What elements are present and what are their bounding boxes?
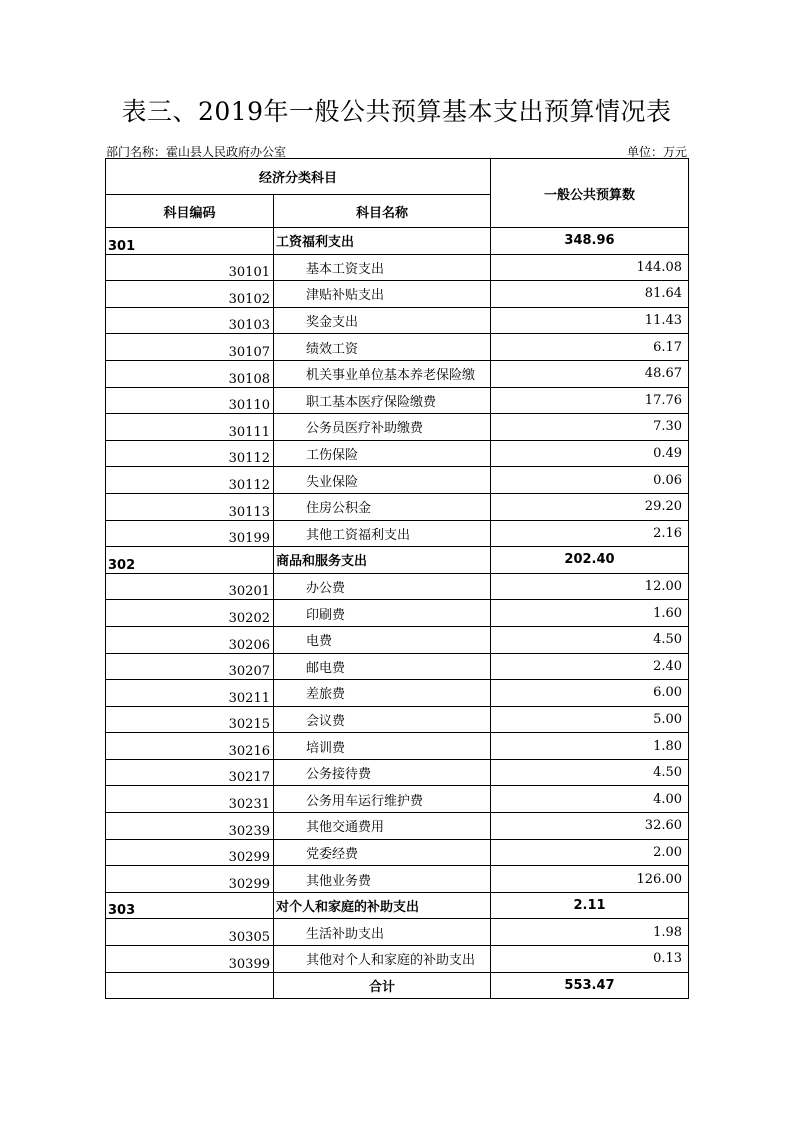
cell-code: 30113 [106, 493, 274, 520]
cell-name: 其他工资福利支出 [274, 520, 491, 547]
cell-amount: 1.98 [491, 919, 689, 946]
table-row [106, 573, 689, 600]
cell-code [106, 972, 274, 999]
table-row [106, 706, 689, 733]
cell-amount: 2.00 [491, 839, 689, 866]
cell-code: 30101 [106, 254, 274, 281]
cell-amount: 0.49 [491, 440, 689, 467]
table-row [106, 866, 689, 893]
table-row [106, 946, 689, 973]
table-row [106, 733, 689, 760]
cell-amount: 6.17 [491, 334, 689, 361]
table-row [106, 360, 689, 387]
table-row [106, 626, 689, 653]
cell-name: 工伤保险 [274, 440, 491, 467]
cell-code: 30110 [106, 387, 274, 414]
cell-code: 30216 [106, 733, 274, 760]
cell-code: 30206 [106, 626, 274, 653]
cell-name: 培训费 [274, 733, 491, 760]
category-row [106, 547, 689, 574]
unit-label: 单位：万元 [626, 145, 687, 159]
cell-name: 办公费 [274, 573, 491, 600]
cell-name: 印刷费 [274, 600, 491, 627]
table-row [106, 254, 689, 281]
cell-amount: 144.08 [491, 254, 689, 281]
cell-amount: 81.64 [491, 281, 689, 308]
cell-name: 其他交通费用 [274, 813, 491, 840]
cell-name: 合计 [274, 972, 491, 999]
table-row [106, 334, 689, 361]
table-row [106, 919, 689, 946]
cell-code: 302 [106, 547, 274, 574]
cell-name: 公务员医疗补助缴费 [274, 414, 491, 441]
header-economic-category: 经济分类科目 [106, 159, 491, 195]
cell-amount: 11.43 [491, 307, 689, 334]
cell-amount: 6.00 [491, 680, 689, 707]
table-row [106, 839, 689, 866]
cell-amount: 0.06 [491, 467, 689, 494]
cell-amount: 7.30 [491, 414, 689, 441]
cell-code: 30207 [106, 653, 274, 680]
cell-code: 30201 [106, 573, 274, 600]
table-row [106, 307, 689, 334]
cell-amount: 5.00 [491, 706, 689, 733]
cell-code: 30112 [106, 440, 274, 467]
total-row [106, 972, 689, 999]
cell-amount: 553.47 [491, 972, 689, 999]
table-row [106, 786, 689, 813]
cell-name: 商品和服务支出 [274, 547, 491, 574]
category-row [106, 228, 689, 255]
cell-code: 30102 [106, 281, 274, 308]
table-row [106, 493, 689, 520]
cell-code: 30112 [106, 467, 274, 494]
cell-code: 30217 [106, 759, 274, 786]
cell-code: 301 [106, 228, 274, 255]
cell-amount: 2.40 [491, 653, 689, 680]
cell-amount: 2.16 [491, 520, 689, 547]
cell-name: 对个人和家庭的补助支出 [274, 892, 491, 919]
header-name: 科目名称 [274, 195, 491, 228]
cell-code: 30103 [106, 307, 274, 334]
cell-amount: 348.96 [491, 228, 689, 255]
cell-name: 邮电费 [274, 653, 491, 680]
cell-amount: 17.76 [491, 387, 689, 414]
cell-name: 津贴补贴支出 [274, 281, 491, 308]
cell-amount: 32.60 [491, 813, 689, 840]
cell-code: 30107 [106, 334, 274, 361]
cell-name: 公务接待费 [274, 759, 491, 786]
cell-name: 基本工资支出 [274, 254, 491, 281]
cell-name: 其他对个人和家庭的补助支出 [274, 946, 491, 973]
cell-name: 工资福利支出 [274, 228, 491, 255]
cell-amount: 4.50 [491, 759, 689, 786]
header-code: 科目编码 [106, 195, 274, 228]
table-row [106, 414, 689, 441]
cell-name: 差旅费 [274, 680, 491, 707]
category-row [106, 892, 689, 919]
cell-name: 电费 [274, 626, 491, 653]
cell-amount: 1.60 [491, 600, 689, 627]
cell-code: 30299 [106, 866, 274, 893]
cell-amount: 0.13 [491, 946, 689, 973]
budget-table [105, 158, 689, 999]
cell-amount: 202.40 [491, 547, 689, 574]
cell-code: 30299 [106, 839, 274, 866]
cell-name: 公务用车运行维护费 [274, 786, 491, 813]
cell-amount: 2.11 [491, 892, 689, 919]
cell-amount: 126.00 [491, 866, 689, 893]
table-row [106, 467, 689, 494]
table-row [106, 680, 689, 707]
cell-code: 303 [106, 892, 274, 919]
table-row [106, 653, 689, 680]
table-row [106, 281, 689, 308]
cell-code: 30108 [106, 360, 274, 387]
cell-code: 30111 [106, 414, 274, 441]
cell-amount: 1.80 [491, 733, 689, 760]
cell-name: 会议费 [274, 706, 491, 733]
cell-name: 其他业务费 [274, 866, 491, 893]
cell-code: 30399 [106, 946, 274, 973]
cell-code: 30211 [106, 680, 274, 707]
cell-name: 生活补助支出 [274, 919, 491, 946]
cell-code: 30305 [106, 919, 274, 946]
table-row [106, 440, 689, 467]
cell-name: 党委经费 [274, 839, 491, 866]
cell-name: 住房公积金 [274, 493, 491, 520]
cell-amount: 12.00 [491, 573, 689, 600]
cell-code: 30199 [106, 520, 274, 547]
cell-amount: 4.50 [491, 626, 689, 653]
table-row [106, 759, 689, 786]
table-row [106, 387, 689, 414]
cell-code: 30202 [106, 600, 274, 627]
department-label: 部门名称：霍山县人民政府办公室 [106, 145, 287, 159]
page-title: 表三、2019年一般公共预算基本支出预算情况表 [121, 97, 672, 126]
cell-name: 职工基本医疗保险缴费 [274, 387, 491, 414]
cell-name: 绩效工资 [274, 334, 491, 361]
cell-amount: 4.00 [491, 786, 689, 813]
cell-amount: 29.20 [491, 493, 689, 520]
cell-name: 机关事业单位基本养老保险缴 [274, 360, 491, 387]
header-amount: 一般公共预算数 [491, 159, 689, 228]
cell-code: 30239 [106, 813, 274, 840]
cell-amount: 48.67 [491, 360, 689, 387]
cell-name: 失业保险 [274, 467, 491, 494]
table-row [106, 520, 689, 547]
table-row [106, 600, 689, 627]
cell-name: 奖金支出 [274, 307, 491, 334]
cell-code: 30231 [106, 786, 274, 813]
cell-code: 30215 [106, 706, 274, 733]
table-body [106, 228, 689, 999]
table-row [106, 813, 689, 840]
